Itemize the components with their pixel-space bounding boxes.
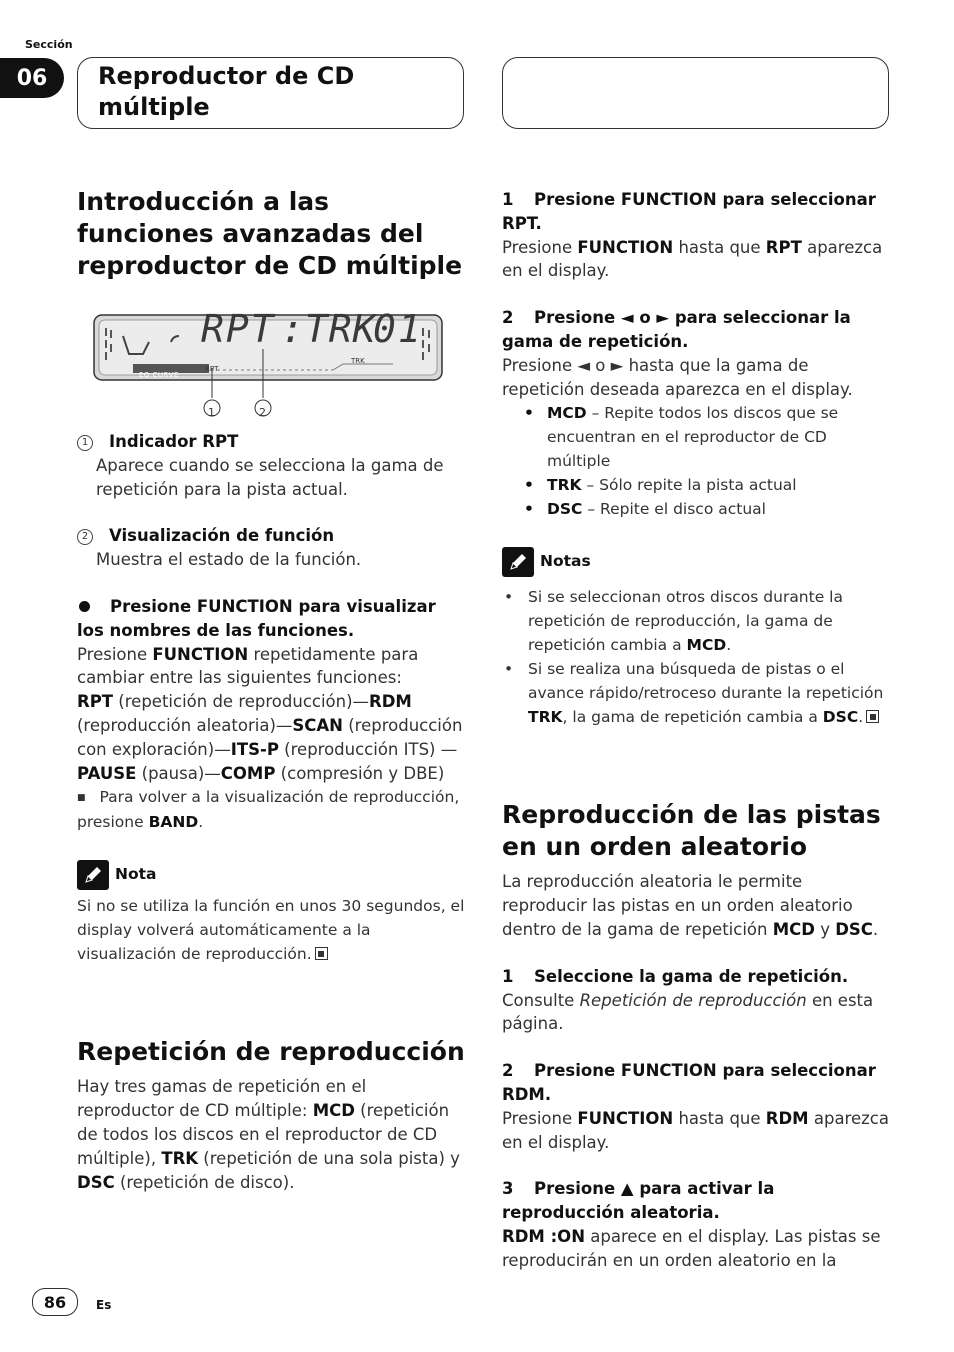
nota-text: Si no se utiliza la función en unos 30 segundos, el display volverá automáticamente a la visualización de reproducción. (77, 897, 465, 964)
lcd-eq-curve-label: EQ CURVE (139, 371, 179, 379)
item-2-title: Visualización de función (109, 526, 335, 546)
language-code: Es (96, 1298, 112, 1312)
item-function-display (77, 524, 465, 548)
random-step-2-heading: 2 Presione FUNCTION para seleccionar RDM. (502, 1061, 876, 1104)
repeat-range-list (502, 401, 890, 521)
end-mark-icon (866, 710, 879, 723)
lcd-trk-small-label: TRK (351, 357, 365, 365)
function-list: RPT (repetición de reproducción)—RDM (reproducción aleatoria)—SCAN (reproducción con exploración)—ITS-P (reproducción ITS) —PAUSE (pausa)—COMP (compresión y DBE) (77, 692, 463, 783)
end-mark-icon (315, 947, 328, 960)
random-step-1-heading: 1 Seleccione la gama de repetición. (502, 966, 849, 986)
lcd-segment-rpt: RPT (201, 307, 276, 351)
section-number-badge: 06 (0, 58, 64, 98)
repeat-body: Hay tres gamas de repetición en el reproductor de CD múltiple: MCD (repetición de todos los discos en el reproductor de CD múltiple), TRK (repetición de una sola pista) y DSC (repetición de disco). (77, 1077, 460, 1192)
item-1-title: Indicador RPT (109, 432, 239, 451)
bullet-body: Presione FUNCTION repetidamente para cambiar entre las siguientes funciones: (77, 644, 419, 688)
random-step-3-heading: 3 Presione ▲ para activar la reproducción aleatoria. (502, 1179, 775, 1223)
item-2-number: 2 (77, 529, 93, 545)
section-label: Sección (25, 38, 73, 51)
repeat-heading: Repetición de reproducción (77, 1037, 465, 1067)
bullet-step-text: Presione FUNCTION para visualizar los nombres de las funciones. (77, 596, 436, 640)
step-1-heading: 1 Presione FUNCTION para seleccionar RPT. (502, 190, 876, 233)
notas-list (502, 585, 890, 729)
pencil-icon (502, 547, 534, 577)
random-body: La reproducción aleatoria le permite reproducir las pistas en un orden aleatorio dentro de la gama de repetición MCD y DSC. (502, 872, 879, 939)
random-step-2-body: Presione FUNCTION hasta que RDM aparezca en el display. (502, 1108, 889, 1152)
list-item: • Si se realiza una búsqueda de pistas o el avance rápido/retroceso durante la repetición TRK, la gama de repetición cambia a DSC. (502, 657, 890, 729)
chapter-title: Reproductor de CD múltiple (98, 62, 355, 121)
left-column (77, 186, 465, 1194)
callout-2: 2 (259, 406, 266, 419)
list-item: • Si se seleccionan otros discos durante la repetición de reproducción, la gama de repetición cambia a MCD. (502, 585, 890, 657)
random-step-1-body: Consulte Repetición de reproducción en esta página. (502, 990, 874, 1034)
notas-heading (502, 547, 890, 577)
lcd-segment-number: 01 (373, 307, 423, 351)
random-step-3-body: RDM :ON aparece en el display. Las pistas se reproducirán en un orden aleatorio en la (502, 1226, 881, 1270)
intro-heading: Introducción a las funciones avanzadas del reproductor de CD múltiple (77, 187, 463, 280)
band-note: ■ Para volver a la visualización de reproducción, presione BAND. (77, 785, 465, 834)
list-item: • MCD – Repite todos los discos que se encuentran en el reproductor de CD múltiple (502, 401, 890, 473)
list-item: • TRK – Sólo repite la pista actual (502, 473, 890, 497)
step-2-body: Presione ◄ o ► hasta que la gama de repetición deseada aparezca en el display. (502, 355, 853, 399)
chapter-title-box (77, 57, 464, 129)
step-1-body: Presione FUNCTION hasta que RPT aparezca en el display. (502, 237, 883, 281)
lcd-rpt-indicator: RPT (205, 365, 219, 373)
pencil-icon (77, 860, 109, 890)
right-column (502, 188, 890, 1273)
lcd-display-figure (93, 307, 443, 424)
notas-label: Notas (540, 552, 591, 571)
step-2-heading: 2 Presione ◄ o ► para seleccionar la gama de repetición. (502, 308, 851, 351)
bullet-dot-icon (79, 601, 90, 612)
header-empty-box (502, 57, 889, 129)
callout-1: 1 (208, 406, 215, 419)
nota-label: Nota (115, 865, 157, 884)
item-2-desc: Muestra el estado de la función. (96, 550, 362, 570)
item-1-number: 1 (77, 435, 93, 451)
item-1-desc: Aparece cuando se selecciona la gama de repetición para la pista actual. (96, 455, 444, 499)
page-number: 86 (32, 1288, 78, 1316)
item-rpt-indicator (77, 430, 465, 454)
nota-heading (77, 860, 465, 890)
list-item: • DSC – Repite el disco actual (502, 497, 890, 521)
bullet-step (77, 595, 465, 643)
random-heading: Reproducción de las pistas en un orden aleatorio (502, 800, 881, 862)
lcd-segment-trk: :TRK (281, 307, 377, 351)
